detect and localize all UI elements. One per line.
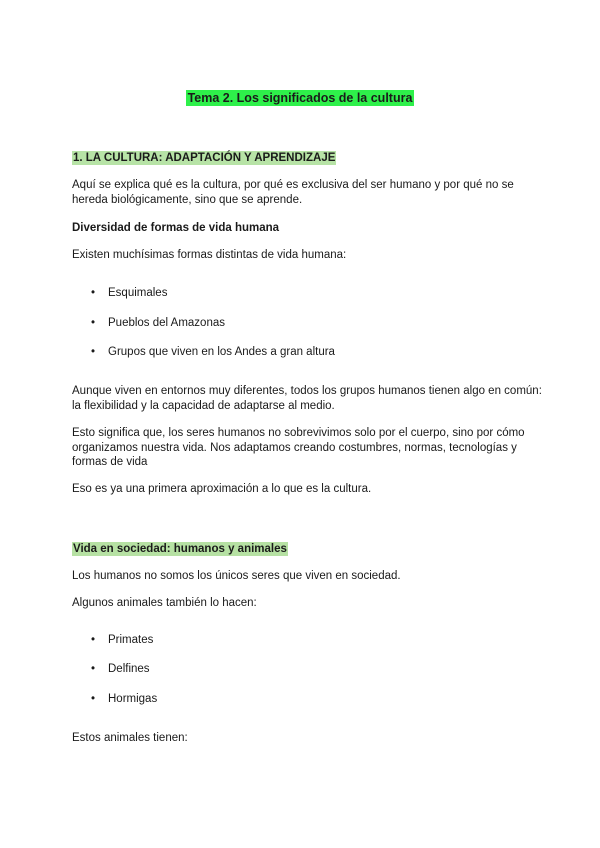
paragraph-3: Eso es ya una primera aproximación a lo que es la cultura. [72, 483, 372, 495]
document-title: Tema 2. Los significados de la cultura [187, 91, 413, 105]
section2-heading: Vida en sociedad: humanos y animales [73, 543, 287, 555]
paragraph-2-line-3: formas de vida [72, 456, 148, 468]
section1-heading: 1. LA CULTURA: ADAPTACIÓN Y APRENDIZAJE [73, 152, 336, 164]
list-item: Esquimales [108, 287, 168, 299]
section2-line-2: Algunos animales también lo hacen: [72, 597, 257, 609]
paragraph-2-line-1: Esto significa que, los seres humanos no sobrevivimos solo por el cuerpo, sino por cómo [72, 427, 525, 439]
intro-line-1: Aquí se explica qué es la cultura, por qué es exclusiva del ser humano y por qué no se [72, 179, 514, 191]
bullet-marker [91, 633, 95, 648]
bullet-marker [91, 345, 95, 360]
bullet-marker [91, 662, 95, 677]
list-item: Grupos que viven en los Andes a gran altura [108, 346, 335, 358]
list-item: Delfines [108, 663, 150, 675]
intro-line-2: hereda biológicamente, sino que se aprende. [72, 194, 303, 206]
paragraph-2-line-2: organizamos nuestra vida. Nos adaptamos creando costumbres, normas, tecnologías y [72, 442, 517, 454]
bullet-marker [91, 692, 95, 707]
bullet-marker [91, 286, 95, 301]
list-item: Primates [108, 634, 154, 646]
subheading-diversidad: Diversidad de formas de vida humana [72, 222, 280, 234]
list-item: Hormigas [108, 693, 158, 705]
section2-line-1: Los humanos no somos los únicos seres que viven en sociedad. [72, 570, 401, 582]
list-item: Pueblos del Amazonas [108, 317, 225, 329]
lead-text: Existen muchísimas formas distintas de vida humana: [72, 249, 347, 261]
bullet-marker [91, 316, 95, 331]
paragraph-1-line-1: Aunque viven en entornos muy diferentes, todos los grupos humanos tienen algo en común: [72, 385, 542, 397]
paragraph-1-line-2: la flexibilidad y la capacidad de adaptarse al medio. [72, 400, 335, 412]
section2-line-3: Estos animales tienen: [72, 732, 188, 744]
